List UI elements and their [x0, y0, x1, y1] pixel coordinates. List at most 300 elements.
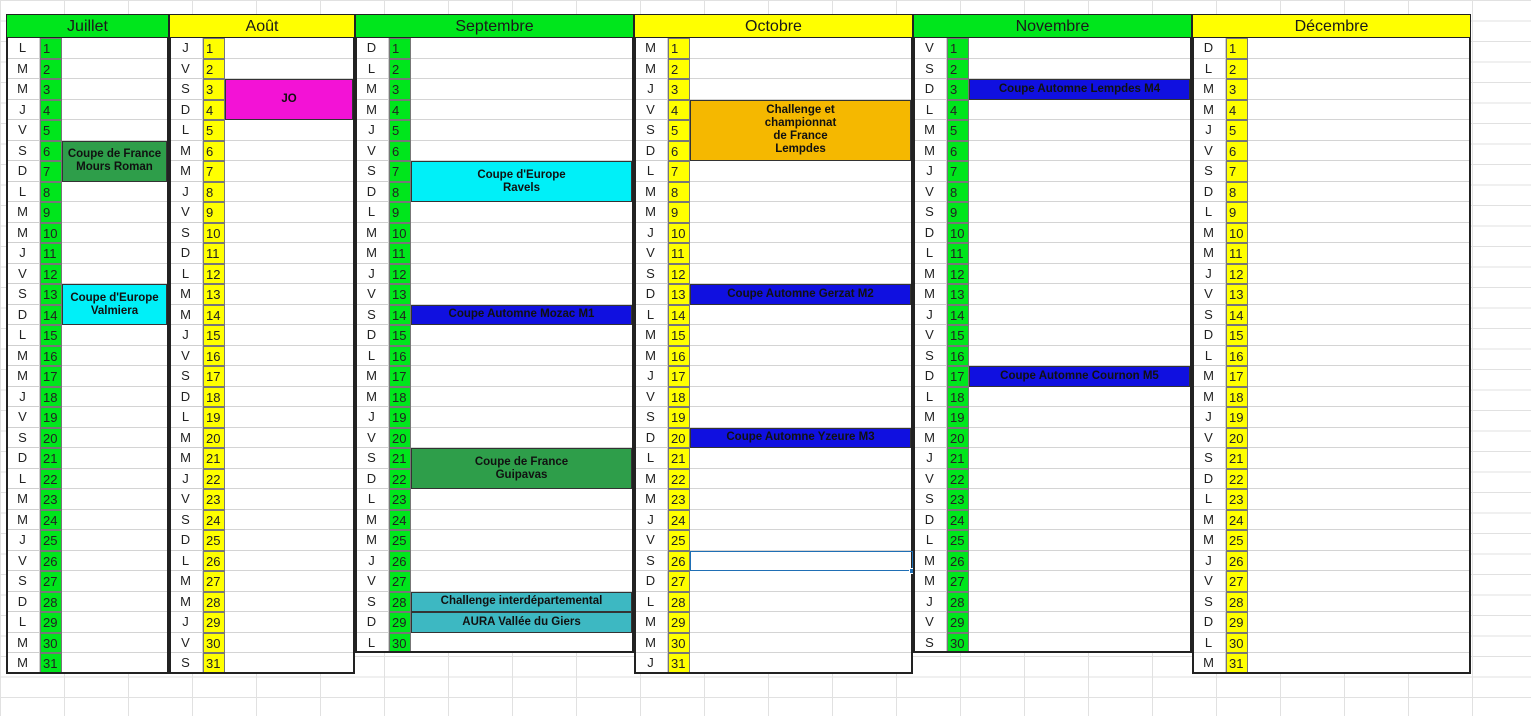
- event-cell[interactable]: [1248, 551, 1471, 572]
- weekday-cell[interactable]: D: [1192, 612, 1226, 633]
- event-cell[interactable]: [969, 530, 1192, 551]
- day-number-cell[interactable]: 24: [668, 510, 690, 531]
- event-cell[interactable]: [225, 202, 355, 223]
- day-number-cell[interactable]: 15: [389, 325, 411, 346]
- day-number-cell[interactable]: 8: [1226, 182, 1248, 203]
- event-cell[interactable]: [690, 79, 913, 100]
- day-number-cell[interactable]: 2: [40, 59, 62, 80]
- weekday-cell[interactable]: S: [1192, 161, 1226, 182]
- event-cell[interactable]: [411, 551, 634, 572]
- weekday-cell[interactable]: S: [913, 633, 947, 654]
- day-number-cell[interactable]: 8: [203, 182, 225, 203]
- event-cell[interactable]: [690, 633, 913, 654]
- day-number-cell[interactable]: 2: [668, 59, 690, 80]
- weekday-cell[interactable]: S: [355, 592, 389, 613]
- event-cell[interactable]: [411, 366, 634, 387]
- event-cell[interactable]: [690, 592, 913, 613]
- weekday-cell[interactable]: J: [634, 79, 668, 100]
- event-cell[interactable]: [225, 161, 355, 182]
- event-cell[interactable]: [1248, 612, 1471, 633]
- selected-cell-outline[interactable]: [690, 551, 913, 572]
- day-number-cell[interactable]: 27: [40, 571, 62, 592]
- day-number-cell[interactable]: 29: [1226, 612, 1248, 633]
- weekday-cell[interactable]: L: [634, 305, 668, 326]
- event-cell[interactable]: [411, 571, 634, 592]
- day-number-cell[interactable]: 3: [40, 79, 62, 100]
- weekday-cell[interactable]: V: [634, 243, 668, 264]
- event-cell[interactable]: [690, 448, 913, 469]
- weekday-cell[interactable]: M: [6, 59, 40, 80]
- event-cell[interactable]: [690, 530, 913, 551]
- day-number-cell[interactable]: 17: [203, 366, 225, 387]
- weekday-cell[interactable]: S: [169, 510, 203, 531]
- event-cell[interactable]: [62, 243, 169, 264]
- day-number-cell[interactable]: 3: [389, 79, 411, 100]
- month-header[interactable]: Août: [169, 14, 355, 38]
- weekday-cell[interactable]: M: [169, 571, 203, 592]
- weekday-cell[interactable]: M: [1192, 387, 1226, 408]
- event-cell[interactable]: [411, 79, 634, 100]
- weekday-cell[interactable]: D: [6, 161, 40, 182]
- weekday-cell[interactable]: D: [1192, 182, 1226, 203]
- weekday-cell[interactable]: V: [169, 633, 203, 654]
- day-number-cell[interactable]: 14: [668, 305, 690, 326]
- weekday-cell[interactable]: J: [355, 120, 389, 141]
- day-number-cell[interactable]: 19: [668, 407, 690, 428]
- day-number-cell[interactable]: 25: [1226, 530, 1248, 551]
- day-number-cell[interactable]: 16: [668, 346, 690, 367]
- event-cell[interactable]: [62, 571, 169, 592]
- day-number-cell[interactable]: 26: [668, 551, 690, 572]
- day-number-cell[interactable]: 1: [40, 38, 62, 59]
- weekday-cell[interactable]: L: [355, 59, 389, 80]
- weekday-cell[interactable]: J: [1192, 551, 1226, 572]
- weekday-cell[interactable]: L: [6, 469, 40, 490]
- event-cell[interactable]: [62, 510, 169, 531]
- day-number-cell[interactable]: 29: [40, 612, 62, 633]
- weekday-cell[interactable]: J: [634, 510, 668, 531]
- weekday-cell[interactable]: D: [355, 38, 389, 59]
- day-number-cell[interactable]: 24: [40, 510, 62, 531]
- event-cell[interactable]: [225, 407, 355, 428]
- weekday-cell[interactable]: M: [913, 264, 947, 285]
- event-cell[interactable]: [1248, 448, 1471, 469]
- weekday-cell[interactable]: M: [1192, 243, 1226, 264]
- day-number-cell[interactable]: 14: [40, 305, 62, 326]
- event-cell[interactable]: [1248, 264, 1471, 285]
- event-cell[interactable]: [411, 38, 634, 59]
- event-cell[interactable]: [411, 510, 634, 531]
- event-cell[interactable]: [1248, 38, 1471, 59]
- day-number-cell[interactable]: 17: [1226, 366, 1248, 387]
- day-number-cell[interactable]: 27: [203, 571, 225, 592]
- weekday-cell[interactable]: L: [913, 243, 947, 264]
- day-number-cell[interactable]: 18: [40, 387, 62, 408]
- day-number-cell[interactable]: 11: [203, 243, 225, 264]
- day-number-cell[interactable]: 7: [40, 161, 62, 182]
- day-number-cell[interactable]: 21: [668, 448, 690, 469]
- day-number-cell[interactable]: 29: [947, 612, 969, 633]
- day-number-cell[interactable]: 26: [40, 551, 62, 572]
- event-cell[interactable]: [62, 38, 169, 59]
- event-cell[interactable]: [411, 202, 634, 223]
- weekday-cell[interactable]: L: [1192, 346, 1226, 367]
- weekday-cell[interactable]: L: [6, 182, 40, 203]
- weekday-cell[interactable]: L: [169, 264, 203, 285]
- day-number-cell[interactable]: 22: [203, 469, 225, 490]
- month-header[interactable]: Juillet: [6, 14, 169, 38]
- weekday-cell[interactable]: D: [1192, 38, 1226, 59]
- day-number-cell[interactable]: 10: [40, 223, 62, 244]
- weekday-cell[interactable]: M: [634, 38, 668, 59]
- month-header[interactable]: Octobre: [634, 14, 913, 38]
- day-number-cell[interactable]: 6: [668, 141, 690, 162]
- weekday-cell[interactable]: V: [355, 428, 389, 449]
- weekday-cell[interactable]: M: [6, 489, 40, 510]
- weekday-cell[interactable]: M: [6, 366, 40, 387]
- weekday-cell[interactable]: V: [6, 551, 40, 572]
- day-number-cell[interactable]: 9: [947, 202, 969, 223]
- weekday-cell[interactable]: L: [6, 325, 40, 346]
- day-number-cell[interactable]: 6: [947, 141, 969, 162]
- event-cell[interactable]: [62, 120, 169, 141]
- day-number-cell[interactable]: 1: [389, 38, 411, 59]
- event-cell[interactable]: [1248, 387, 1471, 408]
- day-number-cell[interactable]: 6: [389, 141, 411, 162]
- day-number-cell[interactable]: 8: [947, 182, 969, 203]
- event-cell[interactable]: [411, 407, 634, 428]
- day-number-cell[interactable]: 25: [947, 530, 969, 551]
- day-number-cell[interactable]: 21: [1226, 448, 1248, 469]
- day-number-cell[interactable]: 7: [389, 161, 411, 182]
- day-number-cell[interactable]: 12: [40, 264, 62, 285]
- weekday-cell[interactable]: D: [634, 428, 668, 449]
- day-number-cell[interactable]: 13: [947, 284, 969, 305]
- event-cell[interactable]: [411, 489, 634, 510]
- event-cell[interactable]: [411, 346, 634, 367]
- event-cell[interactable]: [225, 182, 355, 203]
- weekday-cell[interactable]: S: [634, 120, 668, 141]
- day-number-cell[interactable]: 24: [947, 510, 969, 531]
- event-cell[interactable]: [225, 653, 355, 674]
- event-cell[interactable]: [969, 489, 1192, 510]
- weekday-cell[interactable]: S: [6, 571, 40, 592]
- weekday-cell[interactable]: V: [6, 407, 40, 428]
- day-number-cell[interactable]: 21: [947, 448, 969, 469]
- day-number-cell[interactable]: 5: [389, 120, 411, 141]
- weekday-cell[interactable]: S: [355, 161, 389, 182]
- event-cell[interactable]: [969, 387, 1192, 408]
- event-cell[interactable]: [969, 100, 1192, 121]
- weekday-cell[interactable]: J: [169, 612, 203, 633]
- event-cell[interactable]: [1248, 366, 1471, 387]
- day-number-cell[interactable]: 1: [947, 38, 969, 59]
- event-cell[interactable]: [1248, 530, 1471, 551]
- weekday-cell[interactable]: V: [355, 284, 389, 305]
- weekday-cell[interactable]: V: [169, 346, 203, 367]
- weekday-cell[interactable]: M: [169, 448, 203, 469]
- day-number-cell[interactable]: 12: [203, 264, 225, 285]
- day-number-cell[interactable]: 22: [668, 469, 690, 490]
- weekday-cell[interactable]: S: [6, 141, 40, 162]
- event-cell[interactable]: [1248, 489, 1471, 510]
- day-number-cell[interactable]: 16: [40, 346, 62, 367]
- weekday-cell[interactable]: V: [1192, 141, 1226, 162]
- weekday-cell[interactable]: J: [169, 325, 203, 346]
- event-cell[interactable]: [411, 59, 634, 80]
- day-number-cell[interactable]: 29: [389, 612, 411, 633]
- day-number-cell[interactable]: 8: [389, 182, 411, 203]
- day-number-cell[interactable]: 21: [203, 448, 225, 469]
- weekday-cell[interactable]: M: [1192, 100, 1226, 121]
- weekday-cell[interactable]: S: [634, 407, 668, 428]
- event-block[interactable]: [62, 141, 167, 182]
- day-number-cell[interactable]: 22: [947, 469, 969, 490]
- weekday-cell[interactable]: J: [355, 407, 389, 428]
- weekday-cell[interactable]: D: [1192, 469, 1226, 490]
- weekday-cell[interactable]: L: [1192, 633, 1226, 654]
- weekday-cell[interactable]: D: [913, 79, 947, 100]
- weekday-cell[interactable]: L: [634, 592, 668, 613]
- event-cell[interactable]: [1248, 305, 1471, 326]
- event-cell[interactable]: [969, 346, 1192, 367]
- day-number-cell[interactable]: 26: [947, 551, 969, 572]
- event-cell[interactable]: [969, 243, 1192, 264]
- day-number-cell[interactable]: 13: [389, 284, 411, 305]
- day-number-cell[interactable]: 6: [203, 141, 225, 162]
- day-number-cell[interactable]: 11: [40, 243, 62, 264]
- weekday-cell[interactable]: S: [913, 202, 947, 223]
- weekday-cell[interactable]: D: [355, 182, 389, 203]
- weekday-cell[interactable]: J: [169, 182, 203, 203]
- weekday-cell[interactable]: J: [6, 243, 40, 264]
- event-cell[interactable]: [969, 633, 1192, 654]
- event-cell[interactable]: [62, 223, 169, 244]
- day-number-cell[interactable]: 31: [668, 653, 690, 674]
- weekday-cell[interactable]: J: [913, 448, 947, 469]
- day-number-cell[interactable]: 2: [203, 59, 225, 80]
- weekday-cell[interactable]: M: [913, 284, 947, 305]
- weekday-cell[interactable]: L: [355, 202, 389, 223]
- weekday-cell[interactable]: S: [1192, 305, 1226, 326]
- event-cell[interactable]: [969, 571, 1192, 592]
- day-number-cell[interactable]: 4: [1226, 100, 1248, 121]
- day-number-cell[interactable]: 1: [1226, 38, 1248, 59]
- event-block[interactable]: [969, 79, 1190, 100]
- event-block[interactable]: [411, 592, 632, 613]
- weekday-cell[interactable]: D: [913, 366, 947, 387]
- event-cell[interactable]: [62, 469, 169, 490]
- event-block[interactable]: [411, 305, 632, 326]
- weekday-cell[interactable]: S: [913, 59, 947, 80]
- event-cell[interactable]: [411, 264, 634, 285]
- day-number-cell[interactable]: 4: [40, 100, 62, 121]
- event-cell[interactable]: [225, 510, 355, 531]
- day-number-cell[interactable]: 3: [947, 79, 969, 100]
- weekday-cell[interactable]: S: [355, 448, 389, 469]
- event-cell[interactable]: [690, 38, 913, 59]
- event-cell[interactable]: [690, 366, 913, 387]
- weekday-cell[interactable]: L: [169, 407, 203, 428]
- day-number-cell[interactable]: 4: [389, 100, 411, 121]
- event-cell[interactable]: [411, 387, 634, 408]
- day-number-cell[interactable]: 30: [40, 633, 62, 654]
- event-cell[interactable]: [62, 59, 169, 80]
- event-cell[interactable]: [1248, 202, 1471, 223]
- weekday-cell[interactable]: M: [634, 489, 668, 510]
- weekday-cell[interactable]: M: [169, 141, 203, 162]
- weekday-cell[interactable]: M: [355, 387, 389, 408]
- day-number-cell[interactable]: 9: [668, 202, 690, 223]
- event-cell[interactable]: [969, 59, 1192, 80]
- day-number-cell[interactable]: 10: [668, 223, 690, 244]
- day-number-cell[interactable]: 1: [203, 38, 225, 59]
- weekday-cell[interactable]: J: [1192, 407, 1226, 428]
- event-block[interactable]: [690, 284, 911, 305]
- day-number-cell[interactable]: 16: [389, 346, 411, 367]
- day-number-cell[interactable]: 5: [203, 120, 225, 141]
- weekday-cell[interactable]: S: [634, 264, 668, 285]
- day-number-cell[interactable]: 25: [389, 530, 411, 551]
- day-number-cell[interactable]: 1: [668, 38, 690, 59]
- day-number-cell[interactable]: 30: [668, 633, 690, 654]
- day-number-cell[interactable]: 23: [1226, 489, 1248, 510]
- weekday-cell[interactable]: M: [169, 284, 203, 305]
- weekday-cell[interactable]: D: [634, 571, 668, 592]
- event-cell[interactable]: [690, 653, 913, 674]
- weekday-cell[interactable]: L: [6, 38, 40, 59]
- day-number-cell[interactable]: 13: [668, 284, 690, 305]
- event-cell[interactable]: [62, 182, 169, 203]
- event-cell[interactable]: [225, 387, 355, 408]
- event-cell[interactable]: [225, 243, 355, 264]
- day-number-cell[interactable]: 19: [203, 407, 225, 428]
- day-number-cell[interactable]: 27: [947, 571, 969, 592]
- day-number-cell[interactable]: 10: [1226, 223, 1248, 244]
- day-number-cell[interactable]: 11: [668, 243, 690, 264]
- weekday-cell[interactable]: J: [913, 305, 947, 326]
- event-cell[interactable]: [1248, 79, 1471, 100]
- event-cell[interactable]: [1248, 243, 1471, 264]
- weekday-cell[interactable]: M: [913, 551, 947, 572]
- weekday-cell[interactable]: V: [355, 141, 389, 162]
- day-number-cell[interactable]: 3: [203, 79, 225, 100]
- event-cell[interactable]: [969, 551, 1192, 572]
- day-number-cell[interactable]: 15: [947, 325, 969, 346]
- event-cell[interactable]: [1248, 633, 1471, 654]
- day-number-cell[interactable]: 7: [1226, 161, 1248, 182]
- event-cell[interactable]: [62, 428, 169, 449]
- event-cell[interactable]: [411, 428, 634, 449]
- event-cell[interactable]: [969, 469, 1192, 490]
- day-number-cell[interactable]: 14: [203, 305, 225, 326]
- day-number-cell[interactable]: 20: [668, 428, 690, 449]
- weekday-cell[interactable]: J: [913, 161, 947, 182]
- event-cell[interactable]: [1248, 592, 1471, 613]
- weekday-cell[interactable]: L: [355, 346, 389, 367]
- day-number-cell[interactable]: 19: [40, 407, 62, 428]
- day-number-cell[interactable]: 26: [389, 551, 411, 572]
- event-cell[interactable]: [62, 592, 169, 613]
- event-cell[interactable]: [62, 202, 169, 223]
- day-number-cell[interactable]: 29: [668, 612, 690, 633]
- weekday-cell[interactable]: L: [1192, 59, 1226, 80]
- weekday-cell[interactable]: L: [634, 448, 668, 469]
- weekday-cell[interactable]: M: [355, 100, 389, 121]
- weekday-cell[interactable]: L: [1192, 202, 1226, 223]
- event-cell[interactable]: [690, 387, 913, 408]
- event-cell[interactable]: [690, 182, 913, 203]
- weekday-cell[interactable]: J: [634, 653, 668, 674]
- day-number-cell[interactable]: 6: [1226, 141, 1248, 162]
- day-number-cell[interactable]: 14: [947, 305, 969, 326]
- weekday-cell[interactable]: S: [6, 284, 40, 305]
- weekday-cell[interactable]: V: [6, 264, 40, 285]
- day-number-cell[interactable]: 13: [203, 284, 225, 305]
- event-cell[interactable]: [690, 346, 913, 367]
- weekday-cell[interactable]: D: [355, 612, 389, 633]
- weekday-cell[interactable]: V: [169, 202, 203, 223]
- event-cell[interactable]: [62, 407, 169, 428]
- event-cell[interactable]: [690, 489, 913, 510]
- day-number-cell[interactable]: 15: [40, 325, 62, 346]
- weekday-cell[interactable]: V: [1192, 284, 1226, 305]
- event-cell[interactable]: [225, 38, 355, 59]
- event-cell[interactable]: [969, 407, 1192, 428]
- month-header[interactable]: Décembre: [1192, 14, 1471, 38]
- event-cell[interactable]: [62, 79, 169, 100]
- event-cell[interactable]: [62, 448, 169, 469]
- weekday-cell[interactable]: L: [6, 612, 40, 633]
- day-number-cell[interactable]: 31: [1226, 653, 1248, 674]
- day-number-cell[interactable]: 10: [389, 223, 411, 244]
- weekday-cell[interactable]: M: [169, 305, 203, 326]
- weekday-cell[interactable]: M: [355, 530, 389, 551]
- day-number-cell[interactable]: 5: [40, 120, 62, 141]
- weekday-cell[interactable]: M: [634, 346, 668, 367]
- event-cell[interactable]: [969, 223, 1192, 244]
- event-cell[interactable]: [62, 653, 169, 674]
- weekday-cell[interactable]: S: [1192, 448, 1226, 469]
- weekday-cell[interactable]: M: [355, 510, 389, 531]
- weekday-cell[interactable]: L: [913, 530, 947, 551]
- weekday-cell[interactable]: M: [1192, 79, 1226, 100]
- day-number-cell[interactable]: 17: [389, 366, 411, 387]
- day-number-cell[interactable]: 8: [40, 182, 62, 203]
- event-cell[interactable]: [1248, 141, 1471, 162]
- weekday-cell[interactable]: M: [913, 120, 947, 141]
- event-cell[interactable]: [225, 141, 355, 162]
- weekday-cell[interactable]: M: [6, 653, 40, 674]
- day-number-cell[interactable]: 20: [203, 428, 225, 449]
- event-cell[interactable]: [225, 592, 355, 613]
- day-number-cell[interactable]: 18: [389, 387, 411, 408]
- weekday-cell[interactable]: M: [355, 243, 389, 264]
- day-number-cell[interactable]: 9: [203, 202, 225, 223]
- event-cell[interactable]: [225, 469, 355, 490]
- day-number-cell[interactable]: 14: [389, 305, 411, 326]
- event-cell[interactable]: [62, 325, 169, 346]
- weekday-cell[interactable]: L: [634, 161, 668, 182]
- day-number-cell[interactable]: 13: [40, 284, 62, 305]
- weekday-cell[interactable]: V: [913, 612, 947, 633]
- weekday-cell[interactable]: D: [1192, 325, 1226, 346]
- event-cell[interactable]: [225, 325, 355, 346]
- weekday-cell[interactable]: M: [913, 428, 947, 449]
- event-cell[interactable]: [690, 202, 913, 223]
- day-number-cell[interactable]: 28: [947, 592, 969, 613]
- weekday-cell[interactable]: D: [913, 223, 947, 244]
